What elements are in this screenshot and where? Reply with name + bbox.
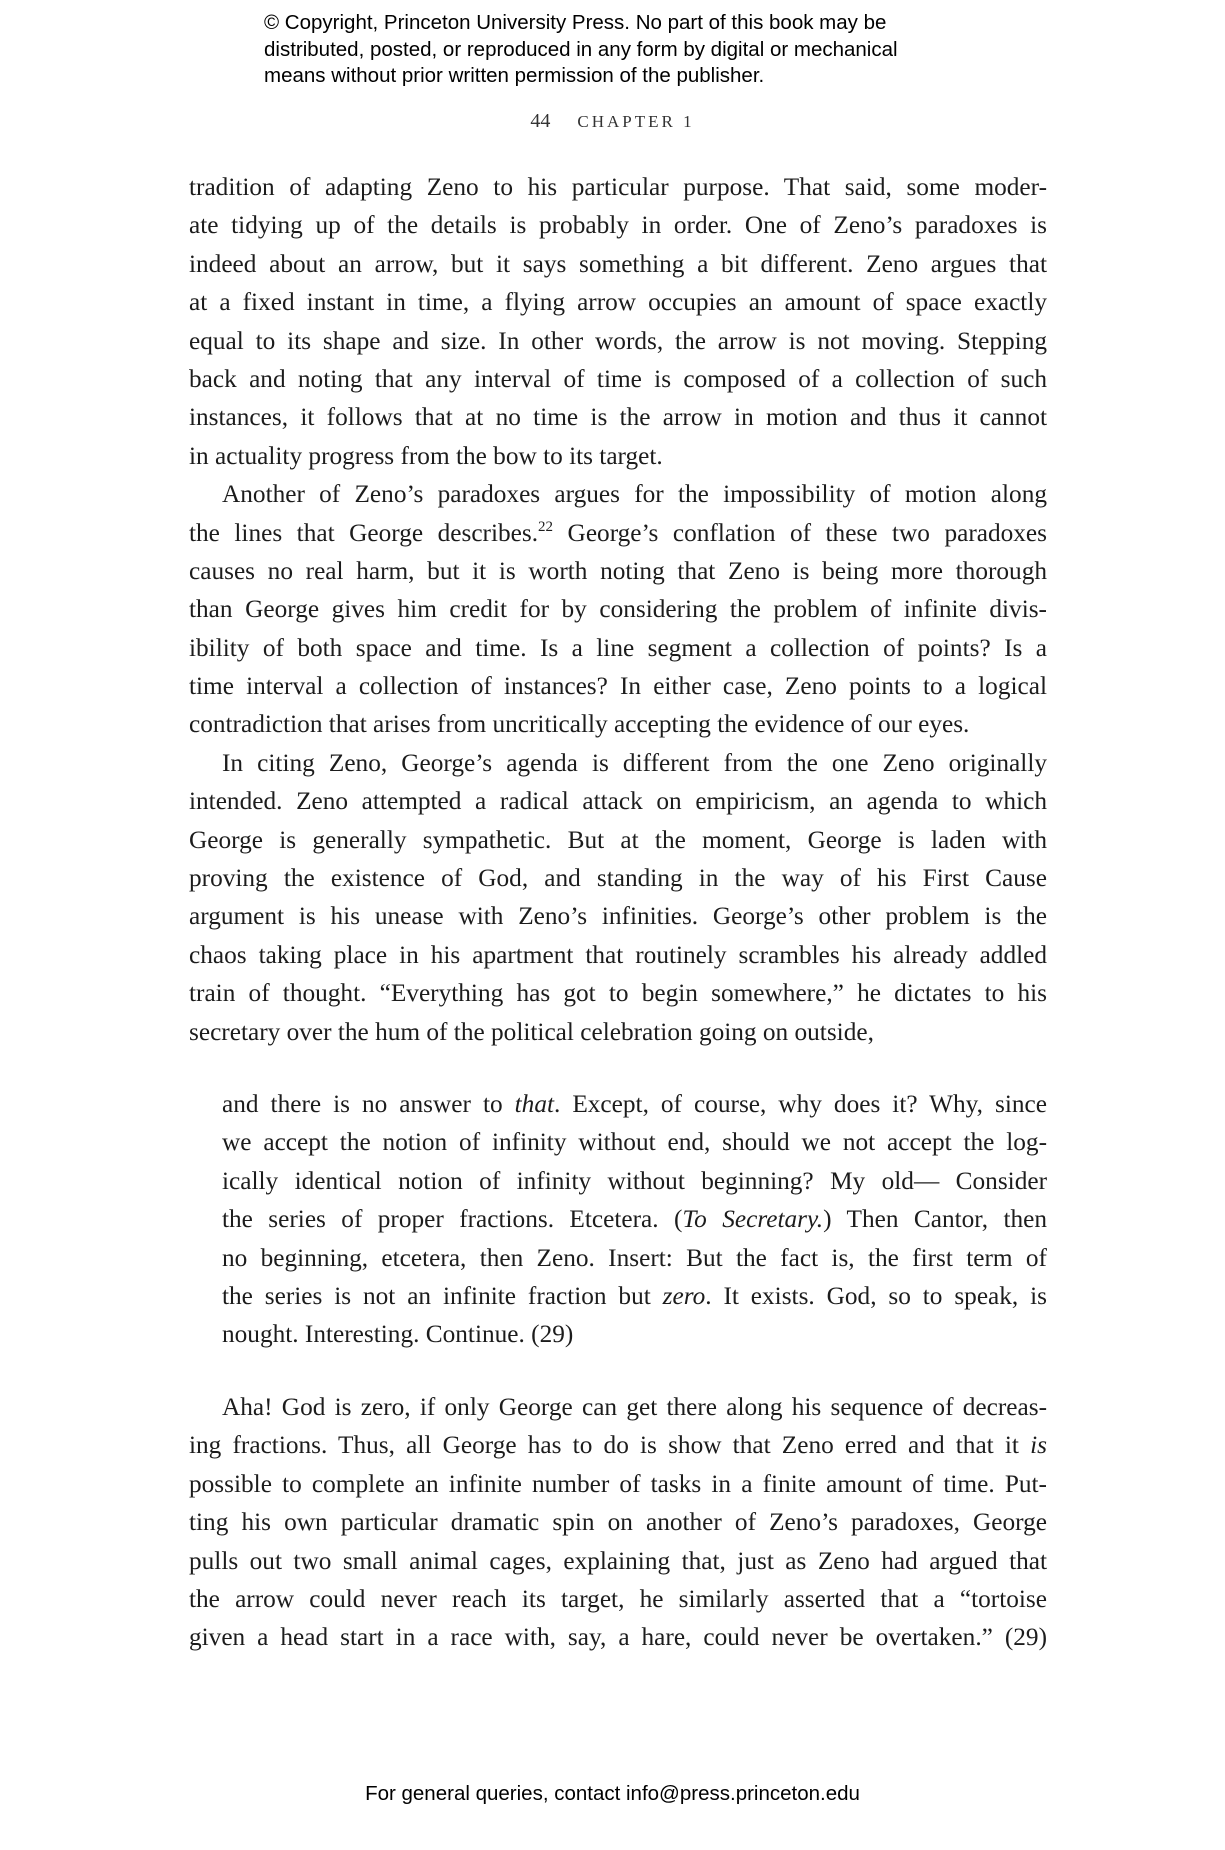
page-number: 44 [530,110,551,132]
text-run: ting his own particular dramatic spin on another of Zeno’s paradoxes, George [189,1508,1047,1537]
text-line [189,552,1047,590]
text-line [189,1426,1047,1464]
copyright-line: means without prior written permission of the publisher. [264,64,765,87]
text-run: the series is not an infinite fraction but [222,1281,663,1310]
text-run: ibility of both space and time. Is a line segment a collection of points? Is a [189,633,1047,662]
text-run: and there is no answer to [222,1090,515,1118]
italic-text: is [1030,1431,1047,1460]
text-run: intended. Zeno attempted a radical attack on empiricism, an agenda to which [189,787,1047,816]
text-line [222,1315,1047,1353]
text-run: tradition of adapting Zeno to his particular purpose. That said, some moder- [189,173,1047,201]
text-line [189,667,1047,705]
text-line [189,1580,1047,1618]
text-run: secretary over the hum of the political celebration going on outside, [189,1017,874,1046]
text-line [222,1200,1047,1238]
text-run: instances, it follows that at no time is the arrow in motion and thus it cannot [189,403,1047,432]
text-run: back and noting that any interval of time is composed of a collection of such [189,364,1047,393]
text-line [189,782,1047,820]
text-run: than George gives him credit for by considering the problem of infinite divis- [189,595,1047,624]
text-run: argument is his unease with Zeno’s infinities. George’s other problem is the [189,902,1047,931]
paragraph [189,744,1047,1051]
text-run: ically identical notion of infinity without beginning? My old— Consider [222,1166,1047,1195]
text-line [222,1085,1047,1123]
text-line [189,936,1047,974]
text-run: at a fixed instant in time, a flying arrow occupies an amount of space exactly [189,288,1047,317]
text-line [189,859,1047,897]
text-run: chaos taking place in his apartment that routinely scrambles his already addled [189,940,1047,969]
text-run: causes no real harm, but it is worth noting that Zeno is being more thorough [189,556,1047,585]
copyright-line: © Copyright, Princeton University Press. No part of this book may be [264,11,887,34]
italic-text: To Secretary. [682,1205,824,1234]
text-line [189,744,1047,782]
text-run: given a head start in a race with, say, a hare, could never be overtaken.” (29) [189,1623,1047,1652]
text-run: . Except, of course, why does it? Why, since [554,1090,1047,1118]
text-run: in actuality progress from the bow to its target. [189,441,663,470]
chapter-label: CHAPTER 1 [577,112,695,131]
text-run: contradiction that arises from uncritically accepting the evidence of our eyes. [189,710,970,739]
text-run: possible to complete an infinite number of tasks in a finite amount of time. Put- [189,1469,1047,1498]
final-paragraph [189,1388,1047,1657]
paragraph [189,168,1047,475]
text-line [189,705,1047,743]
text-line [189,821,1047,859]
text-line [189,168,1047,206]
text-run: ate tidying up of the details is probably in order. One of Zeno’s paradoxes is [189,211,1047,240]
text-line [189,1013,1047,1051]
text-run: ing fractions. Thus, all George has to do is show that Zeno erred and that it [189,1431,1031,1460]
text-line [189,360,1047,398]
paragraph [189,475,1047,744]
text-run: nought. Interesting. Continue. (29) [222,1320,574,1349]
text-run: the lines that George describes. [189,518,539,547]
text-line [189,1388,1047,1426]
text-line [189,398,1047,436]
text-line [189,1542,1047,1580]
text-line [189,1465,1047,1503]
text-run: . It exists. God, so to speak, is [705,1281,1047,1310]
text-line [189,475,1047,513]
text-run: time interval a collection of instances? In either case, Zeno points to a logical [189,672,1047,701]
footer-contact: For general queries, contact info@press.princeton.edu [365,1782,860,1805]
text-line [189,437,1047,475]
text-line [189,283,1047,321]
text-line [222,1123,1047,1161]
text-run: proving the existence of God, and standing in the way of his First Cause [189,864,1047,893]
text-run: George is generally sympathetic. But at the moment, George is laden with [189,825,1047,854]
text-line [189,629,1047,667]
text-run: indeed about an arrow, but it says something a bit different. Zeno argues that [189,249,1047,278]
text-run: the series of proper fractions. Etcetera. ( [222,1205,683,1234]
text-line [189,1618,1047,1656]
text-line [189,514,1047,552]
text-line [222,1162,1047,1200]
text-run: George’s conflation of these two paradoxes [553,518,1047,547]
text-line [189,974,1047,1012]
footnote-reference: 22 [538,518,554,535]
text-run: train of thought. “Everything has got to begin somewhere,” he dictates to his [189,979,1047,1008]
italic-text: zero [662,1281,706,1310]
text-run: Aha! God is zero, if only George can get there along his sequence of decreas- [222,1393,1047,1421]
italic-text: that [514,1090,554,1118]
text-run: equal to its shape and size. In other words, the arrow is not moving. Stepping [189,326,1047,355]
text-line [222,1277,1047,1315]
text-line [189,245,1047,283]
text-line [189,1503,1047,1541]
text-run: pulls out two small animal cages, explaining that, just as Zeno had argued that [189,1546,1047,1575]
text-line [189,590,1047,628]
body-text [189,168,1047,1051]
text-line [222,1239,1047,1277]
copyright-notice [264,10,898,90]
text-run: In citing Zeno, George’s agenda is different from the one Zeno originally [222,748,1047,777]
text-line [189,206,1047,244]
text-line [189,322,1047,360]
copyright-line: distributed, posted, or reproduced in any form by digital or mechanical [264,37,898,61]
text-run: the arrow could never reach its target, he similarly asserted that a “tortoise [189,1584,1047,1613]
text-run: ) Then Cantor, then [823,1205,1047,1234]
text-run: we accept the notion of infinity without end, should we not accept the log- [222,1128,1047,1157]
text-line [189,897,1047,935]
block-quote [222,1085,1047,1354]
text-run: Another of Zeno’s paradoxes argues for the impossibility of motion along [222,480,1047,509]
running-head [0,110,1225,133]
text-run: no beginning, etcetera, then Zeno. Insert: But the fact is, the first term of [222,1243,1047,1272]
